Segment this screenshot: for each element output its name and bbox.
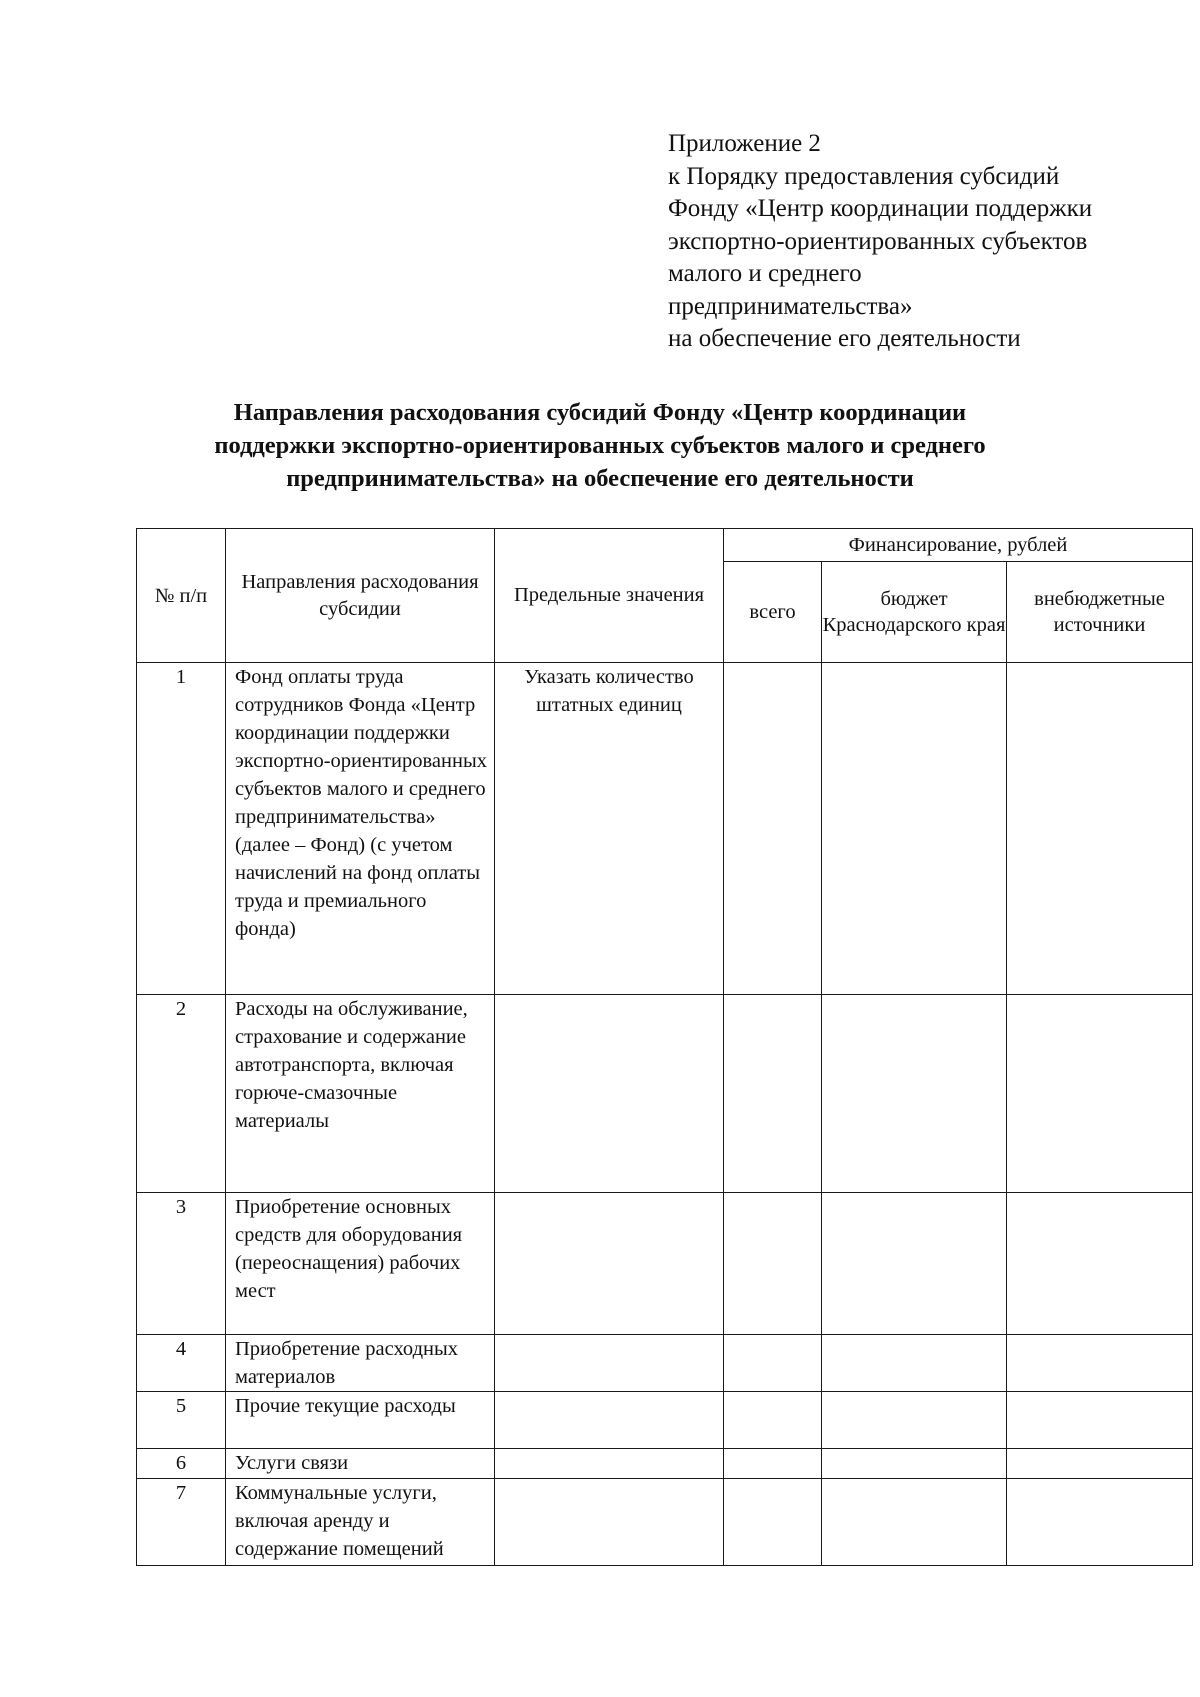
row-extra [1007, 1479, 1193, 1566]
row-budget [822, 995, 1007, 1193]
row-direction: Коммунальные услуги, включая аренду и содержание помещений [226, 1479, 495, 1566]
row-extra [1007, 1335, 1193, 1392]
appendix-line: предпринимательства» [668, 292, 913, 320]
row-total [724, 995, 822, 1193]
title-line: Направления расходования субсидий Фонду «Центр координации [233, 399, 967, 426]
row-direction: Фонд оплаты труда сотрудников Фонда «Центр координации поддержки экспортно-ориентированных субъектов малого и среднего предпринимательства» (далее – Фонд) (с учетом начислений на фонд оплаты труда и премиального фонда) [226, 663, 495, 995]
row-total [724, 1479, 822, 1566]
row-extra [1007, 1392, 1193, 1449]
row-limit [495, 995, 724, 1193]
row-total [724, 1335, 822, 1392]
row-direction: Расходы на обслуживание, страхование и содержание автотранспорта, включая горюче-смазочные материалы [226, 995, 495, 1193]
row-budget [822, 1193, 1007, 1335]
row-limit [495, 1392, 724, 1449]
row-total [724, 663, 822, 995]
header-number: № п/п [137, 529, 226, 663]
row-number: 1 [137, 663, 226, 995]
row-number: 6 [137, 1449, 226, 1479]
row-budget [822, 1392, 1007, 1449]
appendix-block [668, 128, 1188, 356]
row-direction: Приобретение основных средств для оборудования (переоснащения) рабочих мест [226, 1193, 495, 1335]
row-number: 4 [137, 1335, 226, 1392]
header-extra: внебюджетные источники [1007, 562, 1193, 663]
table-row [137, 1479, 1193, 1566]
appendix-line: на обеспечение его деятельности [668, 325, 1021, 352]
header-financing: Финансирование, рублей [724, 529, 1193, 562]
row-extra [1007, 1449, 1193, 1479]
row-number: 7 [137, 1479, 226, 1566]
row-budget [822, 663, 1007, 995]
appendix-line: Фонду «Центр координации поддержки [668, 195, 1093, 222]
table-row [137, 1335, 1193, 1392]
row-extra [1007, 663, 1193, 995]
row-limit [495, 1193, 724, 1335]
row-limit [495, 1335, 724, 1392]
title-line: поддержки экспортно-ориентированных субъектов малого и среднего [214, 432, 986, 459]
row-limit [495, 1449, 724, 1479]
header-total: всего [724, 562, 822, 663]
row-total [724, 1392, 822, 1449]
expenditure-table [136, 528, 1193, 1566]
row-number: 5 [137, 1392, 226, 1449]
table-row [137, 1449, 1193, 1479]
row-number: 2 [137, 995, 226, 1193]
row-direction: Прочие текущие расходы [226, 1392, 495, 1449]
row-limit [495, 1479, 724, 1566]
row-budget [822, 1449, 1007, 1479]
table-row [137, 995, 1193, 1193]
row-direction: Услуги связи [226, 1449, 495, 1479]
row-limit: Указать количество штатных единиц [495, 663, 724, 995]
title-line: предпринимательства» на обеспечение его деятельности [286, 465, 914, 492]
document-title [120, 396, 1080, 495]
appendix-line: малого и среднего [668, 260, 862, 287]
appendix-line: к Порядку предоставления субсидий [668, 162, 1060, 190]
header-direction: Направления расходования субсидии [226, 529, 495, 663]
table-row [137, 1392, 1193, 1449]
row-extra [1007, 995, 1193, 1193]
row-budget [822, 1335, 1007, 1392]
row-budget [822, 1479, 1007, 1566]
row-direction: Приобретение расходных материалов [226, 1335, 495, 1392]
appendix-line: Приложение 2 [668, 130, 821, 157]
header-budget: бюджет Краснодарского края [822, 562, 1007, 663]
row-total [724, 1449, 822, 1479]
table-row [137, 663, 1193, 995]
header-limits: Предельные значения [495, 529, 724, 663]
row-number: 3 [137, 1193, 226, 1335]
appendix-line: экспортно-ориентированных субъектов [668, 227, 1088, 255]
table-row [137, 1193, 1193, 1335]
row-extra [1007, 1193, 1193, 1335]
row-total [724, 1193, 822, 1335]
